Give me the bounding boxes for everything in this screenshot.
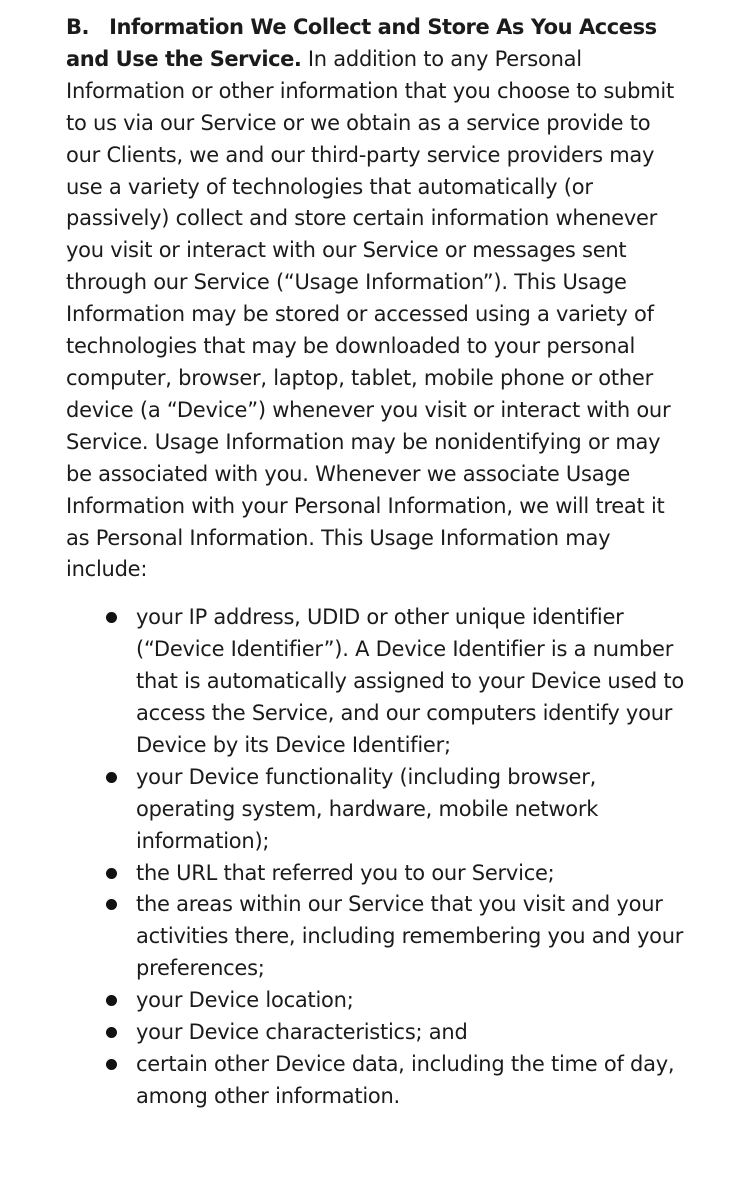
section-b-paragraph [66,12,684,586]
section-label: B. [66,15,90,39]
usage-information-list [66,602,684,1113]
bullet-icon [106,868,117,879]
list-item [66,1049,684,1113]
list-item-text: the areas within our Service that you visit and your activities there, including remembering you and your preferences; [136,892,684,981]
list-item [66,889,684,985]
list-item [66,602,684,762]
list-item [66,985,684,1017]
bullet-icon [106,1059,117,1070]
list-item-text: your IP address, UDID or other unique identifier (“Device Identifier”). A Device Identifier is a number that is automatically assigned to your Device used to access the Service, and our computers identify your Device by its Device Identifier; [136,605,684,757]
list-item-text: certain other Device data, including the time of day, among other information. [136,1052,675,1108]
section-body: In addition to any Personal Information or other information that you choose to submit to us via our Service or we obtain as a service provide to our Clients, we and our third-party service providers may use a variety of technologies that automatically (or passively) collect and store certain information whenever you visit or interact with our Service or messages sent through our Service (“Usage Information”). This Usage Information may be stored or accessed using a variety of technologies that may be downloaded to your personal computer, browser, laptop, tablet, mobile phone or other device (a “Device”) whenever you visit or interact with our Service. Usage Information may be nonidentifying or may be associated with you. Whenever we associate Usage Information with your Personal Information, we will treat it as Personal Information. This Usage Information may include: [66,46,674,582]
bullet-icon [106,772,117,783]
list-item-text: your Device functionality (including browser, operating system, hardware, mobile network information); [136,764,599,853]
section-heading: Information We Collect and Store As You Access and Use the Service. [66,15,657,71]
bullet-icon [106,995,117,1006]
list-item-text: your Device characteristics; and [136,1020,468,1045]
list-item [66,858,684,890]
bullet-icon [106,899,117,910]
list-item-text: the URL that referred you to our Service; [136,860,555,885]
policy-document [66,12,684,1113]
list-item [66,1017,684,1049]
list-item-text: your Device location; [136,988,354,1013]
list-item [66,762,684,858]
bullet-icon [106,1027,117,1038]
bullet-icon [106,612,117,623]
